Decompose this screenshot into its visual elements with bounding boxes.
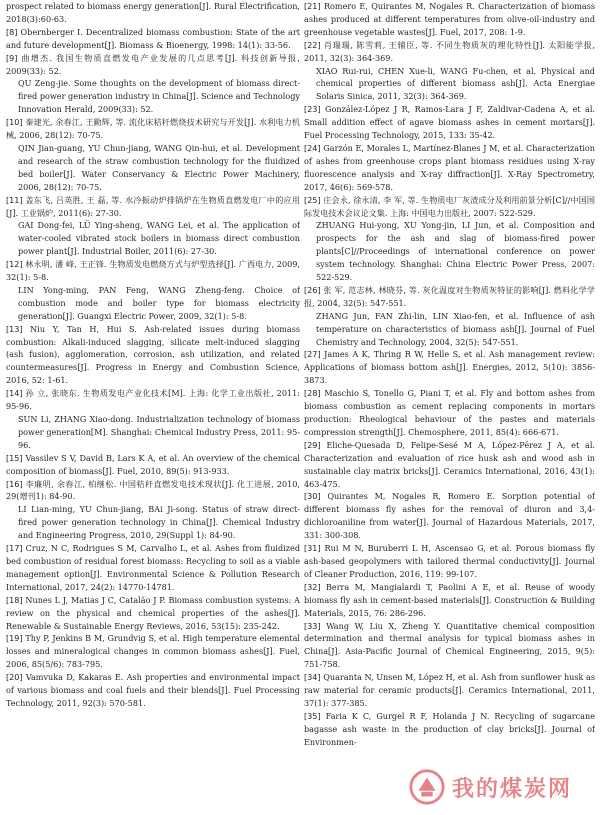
reference-entry [6,542,300,594]
reference-translation: QU Zeng-jie. Some thoughts on the development of biomass direct-fired power generation industry in China[J]. Science and Technology Innovation Herald, 2009(33): 52. [18,78,300,115]
reference-number: [27] [304,349,325,360]
reference-text: Vamvuka D, Kakaras E. Ash properties and environmental impact of various biomass and coal fuels and their blends[J]. Fuel Processing Technology, 2011, 92(3): 570-581. [6,672,300,708]
reference-entry [6,52,300,117]
reference-text: Rui M N, Buruberri L H, Ascensao G, et al. Porous biomass fly ash-based geopolymers with tailored thermal conductivity[J]. Journal of Cleaner Production, 2016, 119: 99-107. [304,543,595,579]
reference-text: prospect related to biomass energy generation[J]. Rural Electrification, 2018(3):60-63. [6,1,300,24]
reference-number: [11] [6,194,26,205]
reference-text: 盖东飞, 吕英胜, 王 磊, 等. 水冷振动炉排锅炉在生物质直燃发电厂中的应用[J]. 工业锅炉, 2011(6): 27-30. [6,194,300,218]
reference-text: Faria K C, Gurgel R F, Holanda J N. Recycling of sugarcane bagasse ash waste in the production of clay bricks[J]. Journal of Environmen- [304,710,595,747]
reference-text: Quirantes M, Nogales R, Romero E. Sorption potential of different biomass fly ashes for the removal of diuron and 3,4-dichloroaniline from water[J]. Journal of Hazardous Materials, 2017, 331: 300-308. [304,491,595,541]
reference-entry [6,116,300,193]
reference-number: [32] [304,581,326,592]
reference-translation: XIAO Rui-rui, CHEN Xue-li, WANG Fu-chen, et al. Physical and chemical properties of different biomass ash[J]. Acta Energiae Solaris Sinica, 2011, 32(3): 364-369. [316,65,595,102]
reference-number: [34] [304,672,324,683]
reference-text: Cruz, N C, Rodrigues S M, Carvalho L, et al. Ashes from fluidized bed combustion of residual forest biomass: Recycling to soil as a viable management option[J]. Environmental Science & Pollution Research International, 2017, 24(2): 14770-14781. [6,543,300,592]
reference-text: Nunes L J, Matias J C, Catalão J P. Biomass combustion systems: A review on the physical and chemical properties of the ashes[J]. Renewable & Sustainable Energy Reviews, 2016, 53(15): 235-242. [6,594,300,631]
reference-number: [10] [6,117,26,128]
reference-entry [6,0,300,26]
reference-number: [20] [6,672,26,683]
reference-number: [15] [6,452,26,463]
reference-column-left [6,0,300,815]
reference-translation: LIN Yong-ming, PAN Feng, WANG Zheng-feng. Choice of combustion mode and boiler type for biomass electricity generation[J]. Guangxi Electric Power, 2009, 32(1): 5-8. [18,284,300,321]
reference-number: [17] [6,543,26,554]
reference-number: [29] [304,439,327,450]
reference-translation: SUN Li, ZHANG Xiao-dong. Industrialization technology of biomass power generation[M]. Shanghai: Chemical Industry Press, 2011: 95-96. [18,414,300,450]
reference-translation: ZHUANG Hui-yong, XU Yong-jin, LI Jun, et al. Composition and prospects for the ash and slag of biomass-fired power plants[C]//Proceedings of international conference on power system technology. Shanghai: China Electric Power Press, 2007: 522-529. [316,220,595,283]
reference-number: [23] [304,104,326,115]
reference-entry [304,490,595,542]
reference-entry [304,39,595,104]
reference-text: James A K, Thring R W, Helle S, et al. Ash management review: Applications of biomass bottom ash[J]. Energies, 2012, 5(10): 3856-3873. [304,349,595,386]
reference-number: [12] [6,259,26,270]
reference-translation: ZHANG Jun, FAN Zhi-lin, LIN Xiao-fen, et al. Influence of ash temperature on characteristics of biomass ash[J]. Journal of Fuel Chemistry and Technology, 2004, 32(5): 547-551. [316,310,595,347]
reference-text: Romero E, Quirantes M, Nogales R. Characterization of biomass ashes produced at different temperatures from olive-oil-industry and greenhouse vegetable wastes[J]. Fuel, 2017, 208: 1-9. [304,1,595,37]
reference-entry [6,478,300,543]
reference-entry [304,620,595,672]
reference-number: [24] [304,142,324,153]
reference-number: [18] [6,594,26,605]
reference-number: [31] [304,543,325,554]
reference-entry [6,594,300,633]
watermark-brand: 我的煤炭网 [452,776,573,802]
reference-number: [26] [304,284,324,295]
reference-number: [33] [304,620,327,631]
reference-entry [304,439,595,491]
reference-entry [6,194,300,259]
reference-entry [304,348,595,387]
reference-number: [30] [304,491,328,502]
reference-text: Vassilev S V, David B, Lars K A, et al. An overview of the chemical composition of biomass[J]. Fuel, 2010, 89(5): 913-933. [6,452,300,476]
reference-entry [6,26,300,52]
reference-entry [6,387,300,452]
reference-text: Garzón E, Morales L, Martínez-Blanes J M, et al. Characterization of ashes from greenhouse crops plant biomass residues using X-ray fluorescence analysis and X-ray diffraction[J]. X-Ray Spectrometry, 2017, 46(6): 569-578. [304,142,595,192]
reference-text: 秦建光, 余春江, 王勤辉, 等. 流化床秸秆燃烧技术研究与开发[J]. 水利电力机械, 2006, 28(12): 70-75. [6,117,300,141]
reference-text: 肖瑞瑞, 陈雪莉, 王辅臣, 等. 不同生物质灰的理化特性[J]. 太阳能学报, 2011, 32(3): 364-369. [304,39,595,63]
reference-entry [304,710,595,749]
reference-text: Niu Y, Tan H, Hui S. Ash-related issues during biomass combustion: Alkali-induced slagging, silicate melt-induced slagging (ash fusion), agglomeration, corrosion, ash utilization, and related countermeasures[J]. Progress in Energy and Combustion Science, 2016, 52: 1-61. [6,323,300,386]
reference-entry [304,671,595,710]
reference-entry [304,0,595,39]
reference-number: [8] [6,26,21,37]
reference-translation: QIN Jian-guang, YU Chun-jiang, WANG Qin-hui, et al. Development and research of the straw combustion technology for the fluidized bed boiler[J]. Water Conservancy & Electric Power Machinery, 2006, 28(12): 70-75. [18,142,300,192]
reference-number: [21] [304,1,324,11]
reference-entry [304,194,595,284]
reference-number: [14] [6,388,26,399]
reference-text: 庄会永, 徐永清, 李 军, 等. 生物质电厂灰渣成分及利用前景分析[C]//中国国际发电技术会议论文集. 上海: 中国电力出版社, 2007: 522-529. [304,194,595,218]
reference-translation: LI Lian-ming, YU Chun-jiang, BAi Ji-song. Status of straw direct-fired power generation technology in China[J]. Chemical Industry and Engineering Progress, 2010, 29(Suppl 1): 84-90. [18,504,300,541]
reference-number: [19] [6,633,26,644]
reference-entry [6,632,300,671]
reference-number: [35] [304,710,326,721]
reference-entry [304,581,595,620]
reference-text: 张 军, 范志林, 林晓芬, 等. 灰化温度对生物质灰特征的影响[J]. 燃料化学学报, 2004, 32(5): 547-551. [304,284,595,308]
reference-text: Obernberger I. Decentralized biomass combustion: State of the art and future development[J]. Biomass & Bioenergy, 1998: 14(1): 33-56. [6,26,300,50]
reference-column-right [304,0,595,815]
reference-text: 曲增杰. 我国生物质直燃发电产业发展的几点思考[J]. 科技创新导报, 2009(33): 52. [6,52,300,76]
reference-entry [304,142,595,194]
reference-entry [304,387,595,439]
reference-number: [13] [6,323,31,334]
reference-text: 林永明, 潘 峰, 王正锋. 生物质发电燃烧方式与炉型选择[J]. 广西电力, 2009, 32(1): 5-8. [6,259,300,283]
reference-entry [6,671,300,710]
reference-text: Berra M, Mangialardi T, Paolini A E, et al. Reuse of woody biomass fly ash in cement-based materials[J]. Construction & Building Materials, 2015, 76: 286-296. [304,581,595,618]
reference-number: [22] [304,39,324,50]
reference-text: 孙 立, 张晓东. 生物质发电产业化技术[M]. 上海: 化学工业出版社, 2011: 95-96. [6,388,300,412]
reference-entry [304,284,595,349]
reference-text: 李廉明, 余春江, 柏继松. 中国秸秆直燃发电技术现状[J]. 化工进展, 2010, 29(增刊1): 84-90. [6,478,300,502]
reference-text: Thy P, Jenkins B M, Grundvig S, et al. High temperature elemental losses and mineralogical changes in common biomass ashes[J]. Fuel, 2006, 85(5/6): 783-795. [6,633,300,670]
reference-number: [28] [304,388,325,399]
reference-text: González-López J R, Ramos-Lara J F, Zaldivar-Cadena A, et al. Small addition effect of agave biomass ashes in cement mortars[J]. Fuel Processing Technology, 2015, 133: 35-42. [304,104,595,141]
reference-entry [304,542,595,581]
reference-entry [6,452,300,478]
reference-text: Quaranta N, Unsen M, López H, et al. Ash from sunflower husk as raw material for ceramic products[J]. Ceramics International, 2011, 37(1): 377-385. [304,672,595,708]
reference-entry [304,103,595,142]
reference-text: Eliche-Quesada D, Felipe-Sesé M A, López-Pérez J A, et al. Characterization and evaluation of rice husk ash and wood ash in sustainable clay matrix bricks[J]. Ceramics International, 2016, 43(1): 463-475. [304,439,595,489]
reference-entry [6,323,300,388]
reference-text: Wang W, Liu X, Zheng Y. Quantitative chemical composition determination and thermal analysis for typical biomass ashes in China[J]. Asia-Pacific Journal of Chemical Engineering, 2015, 9(5): 751-758. [304,620,595,670]
reference-entry [6,258,300,323]
reference-number: [16] [6,478,26,489]
reference-translation: GAI Dong-fei, LÜ Ying-sheng, WANG Lei, et al. The application of water-cooled vibrated stock boilers in biomass direct combustion power plant[J]. Industrial Boiler, 2011(6): 27-30. [18,220,300,257]
reference-number: [9] [6,52,22,63]
reference-text: Maschio S, Tonello G, Piani T, et al. Fly and bottom ashes from biomass combustion as cement replacing components in mortars production: Rheological behaviour of the pastes and materials compression strength[J]. Chemosphere, 2011, 85(4): 666-671. [304,388,595,437]
reference-number: [25] [304,194,324,205]
